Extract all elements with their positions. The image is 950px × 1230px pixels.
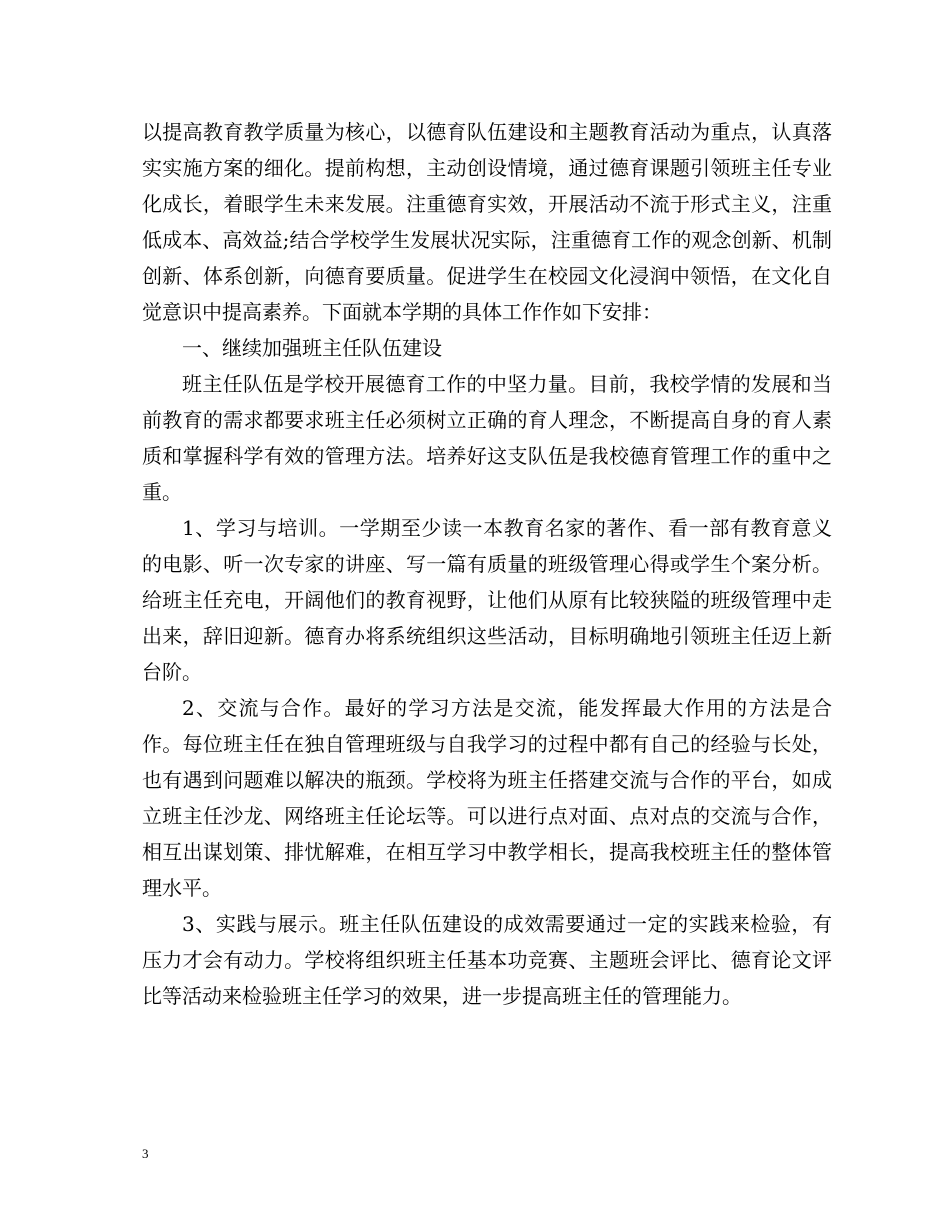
paragraph-practice-display: 3、实践与展示。班主任队伍建设的成效需要通过一定的实践来检验，有压力才会有动力。学校将组织班主任基本功竞赛、主题班会评比、德育论文评比等活动来检验班主任学习的效果，进一步提高班主任的管理能力。 — [142, 912, 832, 1008]
page-number: 3 — [142, 1146, 149, 1161]
body-text — [142, 114, 832, 1014]
paragraph-study-training: 1、学习与培训。一学期至少读一本教育名家的著作、看一部有教育意义的电影、听一次专家的讲座、写一篇有质量的班级管理心得或学生个案分析。给班主任充电，开阔他们的教育视野，让他们从原有比较狭隘的班级管理中走出来，辞旧迎新。德育办将系统组织这些活动，目标明确地引领班主任迈上新台阶。 — [142, 516, 832, 684]
section-heading-1: 一、继续加强班主任队伍建设 — [182, 336, 442, 360]
paragraph-exchange-cooperation: 2、交流与合作。最好的学习方法是交流，能发挥最大作用的方法是合作。每位班主任在独自管理班级与自我学习的过程中都有自己的经验与长处，也有遇到问题难以解决的瓶颈。学校将为班主任搭建交流与合作的平台，如成立班主任沙龙、网络班主任论坛等。可以进行点对面、点对点的交流与合作，相互出谋划策、排忧解难，在相互学习中教学相长，提高我校班主任的整体管理水平。 — [142, 696, 832, 900]
paragraph-intro-continuation: 以提高教育教学质量为核心，以德育队伍建设和主题教育活动为重点，认真落实实施方案的细化。提前构想，主动创设情境，通过德育课题引领班主任专业化成长，着眼学生未来发展。注重德育实效，开展活动不流于形式主义，注重低成本、高效益;结合学校学生发展状况实际，注重德育工作的观念创新、机制创新、体系创新，向德育要质量。促进学生在校园文化浸润中领悟，在文化自觉意识中提高素养。下面就本学期的具体工作作如下安排： — [142, 120, 832, 324]
paragraph-team-importance: 班主任队伍是学校开展德育工作的中坚力量。目前，我校学情的发展和当前教育的需求都要求班主任必须树立正确的育人理念，不断提高自身的育人素质和掌握科学有效的管理方法。培养好这支队伍是我校德育管理工作的重中之重。 — [142, 372, 832, 504]
